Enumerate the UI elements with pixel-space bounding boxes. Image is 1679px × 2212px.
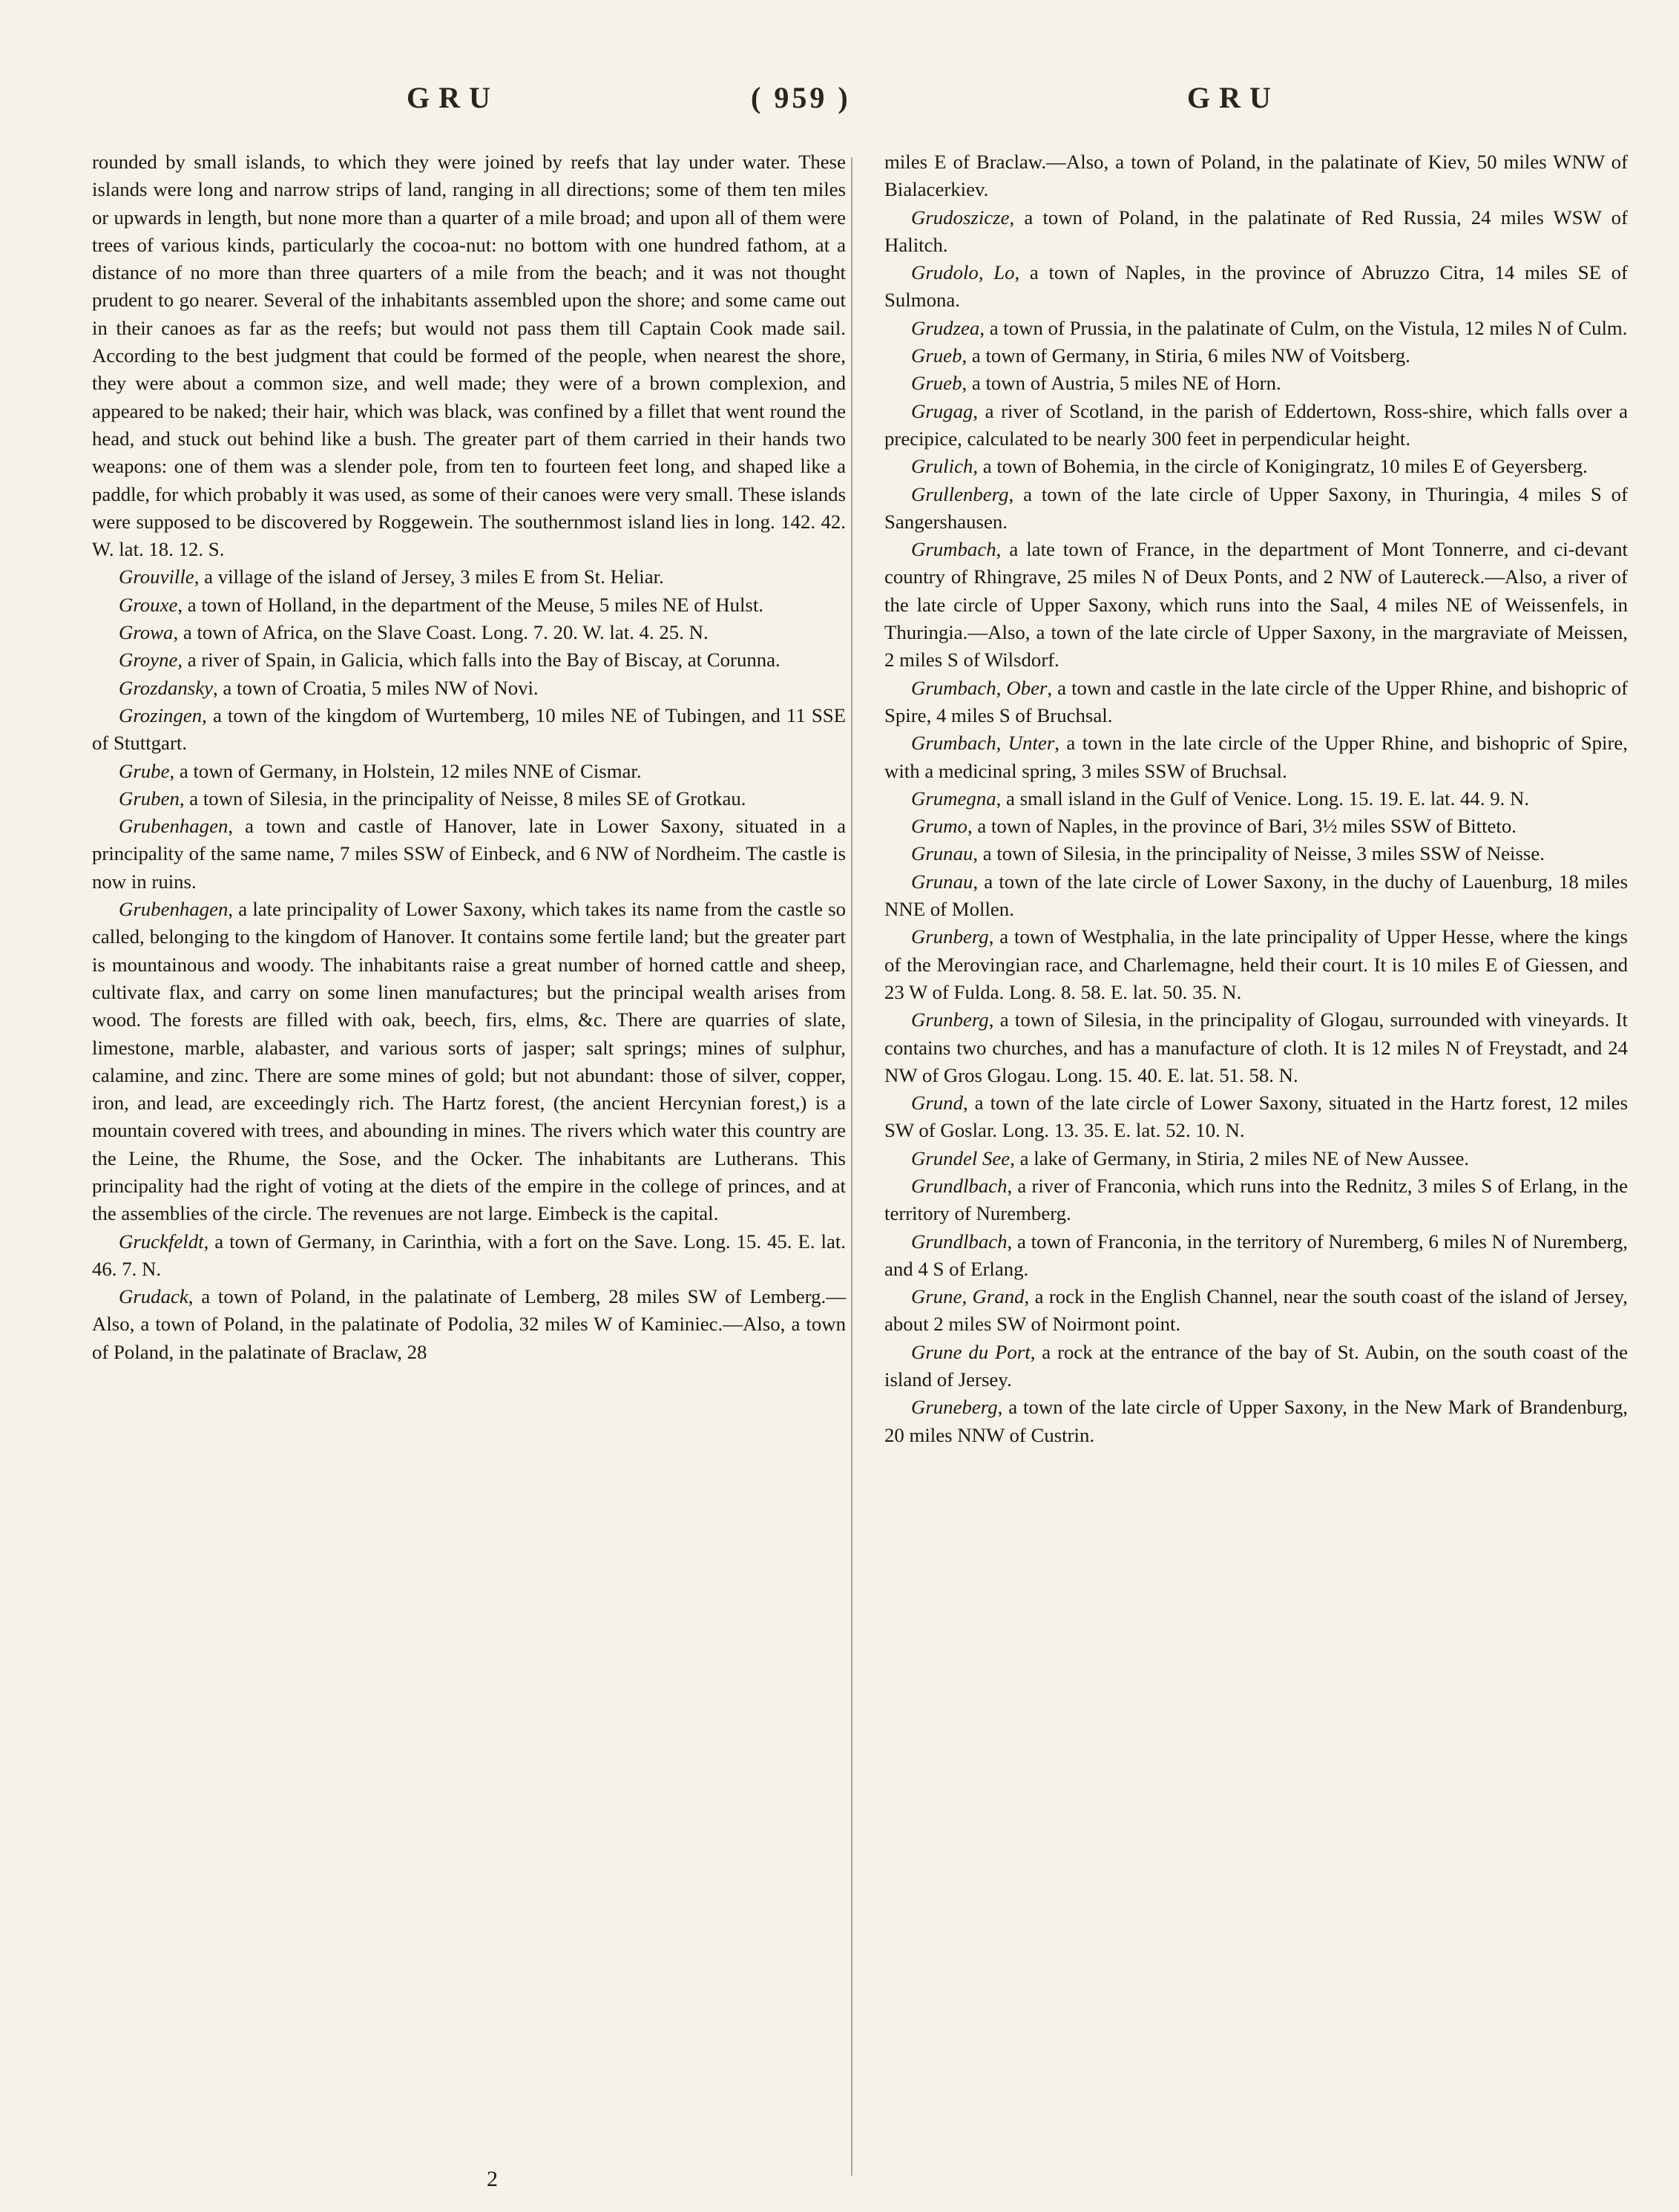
entry-definition: , a town of Poland, in the palatinate of Red Russia, 24 miles WSW of Halitch.: [884, 206, 1628, 256]
entry-headword: Grumbach, Ober: [911, 676, 1048, 699]
gazetteer-entry: [884, 370, 1628, 397]
gazetteer-entry: [884, 1145, 1628, 1172]
entry-headword: Grund: [911, 1092, 963, 1115]
gazetteer-entry: [92, 675, 846, 702]
gazetteer-entry: [92, 758, 846, 785]
entry-headword: Grozingen: [119, 703, 203, 726]
entry-definition: , a town of Germany, in Stiria, 6 miles NW of Voitsberg.: [962, 344, 1410, 367]
gazetteer-entry: [884, 923, 1628, 1006]
gazetteer-entry: [92, 702, 846, 758]
entry-headword: Grune, Grand: [911, 1285, 1025, 1308]
entry-headword: Groyne: [119, 649, 178, 672]
entry-definition: , a river of Scotland, in the parish of Eddertown, Ross-shire, which falls over a precipice, calculated to be nearly 300 feet in perpendicular height.: [884, 399, 1628, 450]
header-left-guide-word: GRU: [407, 81, 499, 114]
gazetteer-entry: [884, 536, 1628, 674]
entry-definition: , a lake of Germany, in Stiria, 2 miles NE of New Aussee.: [1010, 1146, 1470, 1169]
entry-headword: Grugag: [911, 399, 973, 422]
entry-headword: Growa: [119, 621, 174, 644]
entry-definition: , a river of Franconia, which runs into the Rednitz, 3 miles S of Erlang, in the territory of Nuremberg.: [884, 1174, 1628, 1225]
entry-headword: Grundlbach: [911, 1174, 1008, 1197]
entry-definition: , a town of Silesia, in the principality of Glogau, surrounded with vineyards. It contains two churches, and has a manufacture of cloth. It is 12 miles N of Freystadt, and 24 NW of Gros Glogau. Long. 15. 40. E. lat. 51. 58. N.: [884, 1008, 1628, 1086]
entry-headword: Grube: [119, 759, 170, 782]
entry-definition: , a town of Franconia, in the territory of Nuremberg, 6 miles N of Nuremberg, and 4 S of Erlang.: [884, 1230, 1628, 1280]
entry-headword: Grundlbach: [911, 1230, 1008, 1253]
entry-headword: Grudoszicze: [911, 206, 1010, 229]
entry-headword: Grulich: [911, 455, 973, 478]
gazetteer-entry: [92, 591, 846, 619]
gazetteer-entry: [884, 259, 1628, 315]
entry-definition: , a town of the late circle of Lower Saxony, in the duchy of Lauenburg, 18 miles NNE of Mollen.: [884, 870, 1628, 921]
entry-headword: Gruben: [119, 787, 180, 810]
right-column: [884, 148, 1628, 1449]
gazetteer-entry: [92, 896, 846, 1228]
entry-headword: Grullenberg: [911, 482, 1009, 505]
entry-definition: , a river of Spain, in Galicia, which falls into the Bay of Biscay, at Corunna.: [177, 649, 781, 672]
gazetteer-entry: [884, 1283, 1628, 1339]
entry-headword: Grumegna: [911, 787, 996, 810]
gazetteer-entry: [884, 729, 1628, 785]
entry-definition: , a town of Germany, in Holstein, 12 miles NNE of Cismar.: [169, 759, 642, 782]
entry-definition: , a town and castle of Hanover, late in Lower Saxony, situated in a principality of the same name, 7 miles SSW of Einbeck, and 6 NW of Nordheim. The castle is now in ruins.: [92, 815, 846, 893]
entry-definition: , a town of Westphalia, in the late principality of Upper Hesse, where the kings of the Merovingian race, and Charlemagne, held their court. It is 10 miles E of Giessen, and 23 W of Fulda. Long. 8. 58. E. lat. 50. 35. N.: [884, 925, 1628, 1003]
entry-definition: , a town of Silesia, in the principality of Neisse, 8 miles SE of Grotkau.: [179, 787, 746, 810]
gazetteer-entry: [884, 1339, 1628, 1394]
entry-headword: Grunberg: [911, 1008, 989, 1031]
continued-paragraph: miles E of Braclaw.—Also, a town of Poland, in the palatinate of Kiev, 50 miles WNW of Bialacerkiev.: [884, 151, 1628, 201]
gazetteer-entry: [884, 481, 1628, 536]
entry-headword: Grumbach, Unter: [911, 732, 1055, 755]
entry-definition: , a town of Silesia, in the principality of Neisse, 3 miles SSW of Neisse.: [973, 842, 1545, 865]
entry-headword: Grueb: [911, 344, 962, 367]
entry-headword: Grouville: [119, 565, 194, 588]
gazetteer-entry: [884, 840, 1628, 867]
gazetteer-entry: [92, 619, 846, 646]
gazetteer-entry: [884, 813, 1628, 840]
entry-definition: , a rock at the entrance of the bay of St. Aubin, on the south coast of the island of Jersey.: [884, 1340, 1628, 1391]
entry-headword: Grubenhagen: [119, 898, 229, 921]
gazetteer-entry: [92, 563, 846, 591]
gazetteer-entry: [884, 453, 1628, 480]
page-number: ( 959 ): [751, 81, 851, 114]
entry-definition: , a town of the kingdom of Wurtemberg, 10 miles NE of Tubingen, and 11 SSE of Stuttgart.: [92, 703, 846, 755]
entry-definition: , a town of Poland, in the palatinate of Lemberg, 28 miles SW of Lemberg.—Also, a town of Poland, in the palatinate of Podolia, 32 miles W of Kaminiec.—Also, a town of Poland, in the palatinate of Braclaw, 28: [92, 1285, 846, 1363]
header-right-guide-word: GRU: [1187, 81, 1280, 114]
gazetteer-entry: [92, 1228, 846, 1284]
gazetteer-entry: [884, 785, 1628, 813]
entry-headword: Grumbach: [911, 538, 996, 561]
entry-definition: , a town of the late circle of Upper Saxony, in Thuringia, 4 miles S of Sangershausen.: [884, 482, 1628, 533]
column-divider: [851, 157, 852, 2176]
entry-definition: , a village of the island of Jersey, 3 miles E from St. Heliar.: [194, 565, 664, 588]
entry-definition: , a town of the late circle of Lower Saxony, situated in the Hartz forest, 12 miles SW of Goslar. Long. 13. 35. E. lat. 52. 10. N.: [884, 1092, 1628, 1142]
gazetteer-entry: [884, 1089, 1628, 1145]
entry-headword: Grunau: [911, 870, 973, 893]
entry-definition: , a town of Prussia, in the palatinate of Culm, on the Vistula, 12 miles N of Culm.: [979, 316, 1628, 339]
entry-headword: Grubenhagen: [119, 815, 229, 838]
entry-definition: , a town of Austria, 5 miles NE of Horn.: [962, 372, 1281, 395]
signature-mark: 2: [487, 2167, 498, 2191]
gazetteer-entry: [884, 1394, 1628, 1449]
entry-headword: Gruneberg: [911, 1396, 998, 1419]
gazetteer-entry: [884, 398, 1628, 453]
entry-definition: , a small island in the Gulf of Venice. Long. 15. 19. E. lat. 44. 9. N.: [996, 787, 1530, 810]
gazetteer-entry: [884, 204, 1628, 260]
gazetteer-entry: [884, 868, 1628, 924]
running-header: [0, 80, 1679, 125]
entry-headword: Grunau: [911, 842, 973, 865]
entry-definition: , a town of Naples, in the province of Bari, 3½ miles SSW of Bitteto.: [967, 815, 1517, 838]
gazetteer-entry: [884, 1228, 1628, 1284]
entry-definition: , a late town of France, in the department of Mont Tonnerre, and ci-devant country of Rhingrave, 25 miles N of Deux Ponts, and 2 NW of Lautereck.—Also, a river of the late circle of Upper Saxony, which runs into the Saal, 4 miles NE of Weissenfels, in Thuringia.—Also, a town of the late circle of Upper Saxony, in the margraviate of Meissen, 2 miles S of Wilsdorf.: [884, 538, 1628, 672]
entry-definition: , a town of Holland, in the department of the Meuse, 5 miles NE of Hulst.: [177, 593, 763, 616]
entry-headword: Grouxe: [119, 593, 178, 616]
entry-headword: Grudolo, Lo: [911, 261, 1015, 284]
gazetteer-entry: [884, 675, 1628, 730]
entry-definition: , a town of Africa, on the Slave Coast. Long. 7. 20. W. lat. 4. 25. N.: [173, 621, 709, 644]
entry-definition: , a town of Croatia, 5 miles NW of Novi.: [213, 676, 539, 699]
gazetteer-entry: [92, 813, 846, 896]
entry-definition: , a town in the late circle of the Upper Rhine, and bishopric of Spire, with a medicinal spring, 3 miles SSW of Bruchsal.: [884, 732, 1629, 782]
gazetteer-entry: [884, 315, 1628, 342]
entry-headword: Grudzea: [911, 316, 980, 339]
gazetteer-entry: [884, 1172, 1628, 1228]
gazetteer-entry: [884, 342, 1628, 370]
entry-definition: , a town and castle in the late circle of the Upper Rhine, and bishopric of Spire, 4 miles S of Bruchsal.: [884, 676, 1629, 726]
entry-definition: , a rock in the English Channel, near the south coast of the island of Jersey, about 2 miles SW of Noirmont point.: [884, 1285, 1628, 1336]
left-column: [92, 148, 846, 1366]
entry-headword: Grundel See: [911, 1146, 1011, 1169]
entry-headword: Grumo: [911, 815, 967, 838]
entry-headword: Grueb: [911, 372, 962, 395]
entry-headword: Grudack: [119, 1285, 188, 1308]
entry-headword: Grune du Port: [911, 1340, 1031, 1363]
entry-definition: , a late principality of Lower Saxony, which takes its name from the castle so called, belonging to the kingdom of Hanover. It contains some fertile land; but the greater part is mountainous and woody. The inhabitants raise a great number of horned cattle and sheep, cultivate flax, and carry on some linen manufactures; but the principal wealth arises from wood. The forests are filled with oak, beech, firs, elms, &c. There are quarries of slate, limestone, marble, alabaster, and various sorts of jasper; salt springs; mines of sulphur, calamine, and zinc. There are some mines of gold; but not abundant: those of silver, copper, iron, and lead, are exceedingly rich. The Hartz forest, (the ancient Hercynian forest,) is a mountain covered with trees, and abounding in mines. The rivers which water this country are the Leine, the Rhume, the Sose, and the Ocker. The inhabitants are Lutherans. This principality had the right of voting at the diets of the empire in the college of princes, and at the assemblies of the circle. The revenues are not large. Eimbeck is the capital.: [92, 898, 846, 1225]
entry-headword: Gruckfeldt: [119, 1230, 204, 1253]
entry-headword: Grozdansky: [119, 676, 214, 699]
gazetteer-entry: [92, 785, 846, 813]
entry-definition: , a town of Germany, in Carinthia, with a fort on the Save. Long. 15. 45. E. lat. 46. 7. N.: [92, 1230, 846, 1280]
gazetteer-entry: [92, 646, 846, 674]
gazetteer-entry: [92, 1283, 846, 1366]
gazetteer-entry: [884, 1006, 1628, 1089]
entry-headword: Grunberg: [911, 925, 989, 948]
entry-definition: , a town of Bohemia, in the circle of Konigingratz, 10 miles E of Geyersberg.: [973, 455, 1588, 478]
entry-definition: , a town of Naples, in the province of Abruzzo Citra, 14 miles SE of Sulmona.: [884, 261, 1628, 312]
continued-paragraph: rounded by small islands, to which they were joined by reefs that lay under water. These islands were long and narrow strips of land, ranging in all directions; some of them ten miles or upwards in length, but none more than a quarter of a mile broad; and upon all of them were trees of various kinds, particularly the cocoa-nut: no bottom with one hundred fathom, at a distance of no more than three quarters of a mile from the beach; and it was not thought prudent to go nearer. Several of the inhabitants assembled upon the shore; and some came out in their canoes as far as the reefs; but would not pass them till Captain Cook made sail. According to the best judgment that could be formed of the people, when nearest the shore, they were about a common size, and well made; they were of a brown complexion, and appeared to be naked; their hair, which was black, was confined by a fillet that went round the head, and stuck out behind like a bush. The greater part of them carried in their hands two weapons: one of them was a slender pole, from ten to fourteen feet long, and shaped like a paddle, for which probably it was used, as some of their canoes were very small. These islands were supposed to be discovered by Roggewein. The southernmost island lies in long. 142. 42. W. lat. 18. 12. S.: [92, 151, 846, 561]
entry-definition: , a town of the late circle of Upper Saxony, in the New Mark of Brandenburg, 20 miles NNW of Custrin.: [884, 1396, 1628, 1446]
